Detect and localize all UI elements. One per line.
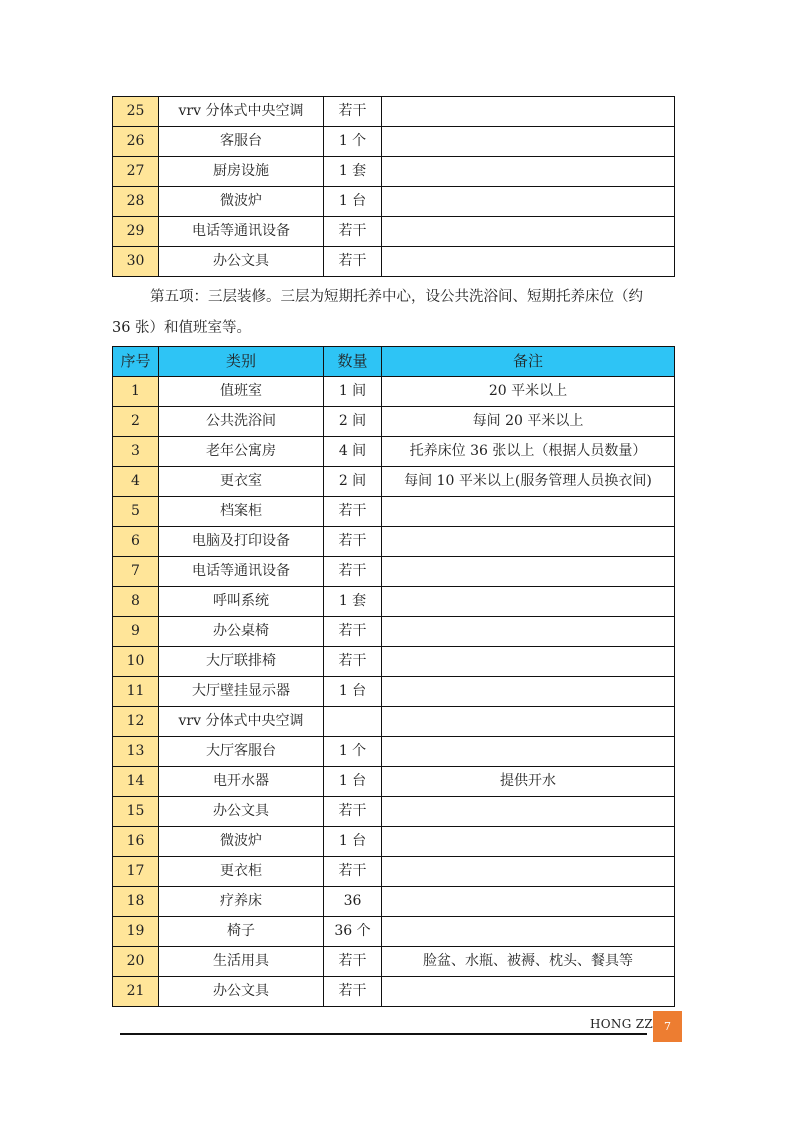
table-row <box>113 497 675 527</box>
row-number: 13 <box>113 737 159 767</box>
row-quantity: 若干 <box>324 497 382 527</box>
table-row <box>113 247 675 277</box>
row-item: 疗养床 <box>159 887 324 917</box>
row-number: 29 <box>113 217 159 247</box>
row-quantity: 1 个 <box>324 127 382 157</box>
row-number: 16 <box>113 827 159 857</box>
table-row <box>113 767 675 797</box>
row-note <box>382 247 675 277</box>
row-quantity: 若干 <box>324 557 382 587</box>
row-item: 厨房设施 <box>159 157 324 187</box>
row-item: 电话等通讯设备 <box>159 217 324 247</box>
row-quantity: 1 台 <box>324 187 382 217</box>
row-quantity: 1 台 <box>324 677 382 707</box>
row-quantity: 2 间 <box>324 467 382 497</box>
row-quantity: 1 间 <box>324 377 382 407</box>
row-item: 椅子 <box>159 917 324 947</box>
row-number: 8 <box>113 587 159 617</box>
row-quantity: 1 台 <box>324 827 382 857</box>
table-row <box>113 617 675 647</box>
table-row <box>113 797 675 827</box>
row-note <box>382 827 675 857</box>
row-note <box>382 97 675 127</box>
table-row <box>113 437 675 467</box>
table-row <box>113 467 675 497</box>
row-item: vrv 分体式中央空调 <box>159 707 324 737</box>
row-number: 11 <box>113 677 159 707</box>
table-row <box>113 977 675 1007</box>
row-note <box>382 857 675 887</box>
row-note: 提供开水 <box>382 767 675 797</box>
row-note: 脸盆、水瓶、被褥、枕头、餐具等 <box>382 947 675 977</box>
header-item: 类别 <box>159 347 324 377</box>
table-row <box>113 407 675 437</box>
row-item: 呼叫系统 <box>159 587 324 617</box>
row-quantity: 若干 <box>324 647 382 677</box>
row-number: 6 <box>113 527 159 557</box>
row-item: 档案柜 <box>159 497 324 527</box>
table-row <box>113 737 675 767</box>
row-number: 7 <box>113 557 159 587</box>
row-note <box>382 127 675 157</box>
row-item: 办公文具 <box>159 977 324 1007</box>
row-item: vrv 分体式中央空调 <box>159 97 324 127</box>
row-number: 9 <box>113 617 159 647</box>
row-number: 26 <box>113 127 159 157</box>
row-quantity <box>324 707 382 737</box>
row-quantity: 1 个 <box>324 737 382 767</box>
row-number: 17 <box>113 857 159 887</box>
row-note <box>382 737 675 767</box>
row-number: 20 <box>113 947 159 977</box>
row-number: 14 <box>113 767 159 797</box>
table-row <box>113 527 675 557</box>
row-note <box>382 887 675 917</box>
table-row <box>113 557 675 587</box>
row-note: 20 平米以上 <box>382 377 675 407</box>
row-item: 生活用具 <box>159 947 324 977</box>
table-row <box>113 187 675 217</box>
row-number: 4 <box>113 467 159 497</box>
row-quantity: 若干 <box>324 947 382 977</box>
row-quantity: 2 间 <box>324 407 382 437</box>
row-item: 电脑及打印设备 <box>159 527 324 557</box>
row-note: 每间 20 平米以上 <box>382 407 675 437</box>
row-quantity: 36 <box>324 887 382 917</box>
table-header-row <box>113 347 675 377</box>
row-quantity: 若干 <box>324 797 382 827</box>
table-row <box>113 217 675 247</box>
equipment-table-continued <box>112 96 675 277</box>
row-quantity: 1 套 <box>324 157 382 187</box>
row-quantity: 4 间 <box>324 437 382 467</box>
row-number: 30 <box>113 247 159 277</box>
row-number: 12 <box>113 707 159 737</box>
row-note <box>382 617 675 647</box>
row-note <box>382 977 675 1007</box>
row-note <box>382 557 675 587</box>
table-row <box>113 647 675 677</box>
row-number: 25 <box>113 97 159 127</box>
row-note <box>382 217 675 247</box>
row-item: 办公文具 <box>159 247 324 277</box>
row-item: 客服台 <box>159 127 324 157</box>
row-number: 10 <box>113 647 159 677</box>
row-quantity: 若干 <box>324 527 382 557</box>
header-note: 备注 <box>382 347 675 377</box>
row-note: 托养床位 36 张以上（根据人员数量） <box>382 437 675 467</box>
row-quantity: 1 套 <box>324 587 382 617</box>
row-item: 值班室 <box>159 377 324 407</box>
row-item: 电话等通讯设备 <box>159 557 324 587</box>
header-no: 序号 <box>113 347 159 377</box>
paragraph-line-1: 第五项：三层装修。三层为短期托养中心，设公共洗浴间、短期托养床位（约 <box>150 289 643 305</box>
row-quantity: 若干 <box>324 617 382 647</box>
row-item: 公共洗浴间 <box>159 407 324 437</box>
table-row <box>113 677 675 707</box>
row-note <box>382 707 675 737</box>
row-number: 15 <box>113 797 159 827</box>
row-number: 28 <box>113 187 159 217</box>
row-item: 大厅壁挂显示器 <box>159 677 324 707</box>
row-number: 2 <box>113 407 159 437</box>
third-floor-equipment-table <box>112 346 675 1007</box>
row-item: 老年公寓房 <box>159 437 324 467</box>
row-item: 微波炉 <box>159 187 324 217</box>
row-item: 办公文具 <box>159 797 324 827</box>
section-paragraph <box>112 282 682 344</box>
row-note <box>382 497 675 527</box>
row-item: 微波炉 <box>159 827 324 857</box>
row-note <box>382 527 675 557</box>
row-item: 更衣室 <box>159 467 324 497</box>
row-note <box>382 647 675 677</box>
row-quantity: 若干 <box>324 217 382 247</box>
row-note <box>382 187 675 217</box>
row-note: 每间 10 平米以上(服务管理人员换衣间) <box>382 467 675 497</box>
header-qty: 数量 <box>324 347 382 377</box>
row-number: 19 <box>113 917 159 947</box>
footer-divider <box>120 1033 647 1035</box>
row-quantity: 1 台 <box>324 767 382 797</box>
footer-author: HONG ZZ <box>590 1017 653 1031</box>
row-number: 1 <box>113 377 159 407</box>
row-quantity: 若干 <box>324 977 382 1007</box>
row-number: 5 <box>113 497 159 527</box>
row-note <box>382 587 675 617</box>
row-item: 更衣柜 <box>159 857 324 887</box>
table-row <box>113 127 675 157</box>
row-note <box>382 917 675 947</box>
row-item: 办公桌椅 <box>159 617 324 647</box>
row-quantity: 36 个 <box>324 917 382 947</box>
table-row <box>113 97 675 127</box>
paragraph-line-2: 36 张）和值班室等。 <box>112 320 252 336</box>
row-item: 电开水器 <box>159 767 324 797</box>
row-note <box>382 157 675 187</box>
table-row <box>113 827 675 857</box>
table-row <box>113 947 675 977</box>
row-note <box>382 797 675 827</box>
row-number: 18 <box>113 887 159 917</box>
table-row <box>113 377 675 407</box>
table-row <box>113 587 675 617</box>
page-number: 7 <box>653 1011 682 1042</box>
table-row <box>113 707 675 737</box>
row-quantity: 若干 <box>324 247 382 277</box>
row-quantity: 若干 <box>324 857 382 887</box>
row-item: 大厅客服台 <box>159 737 324 767</box>
row-number: 27 <box>113 157 159 187</box>
table-row <box>113 887 675 917</box>
table-row <box>113 157 675 187</box>
row-note <box>382 677 675 707</box>
row-quantity: 若干 <box>324 97 382 127</box>
row-item: 大厅联排椅 <box>159 647 324 677</box>
row-number: 21 <box>113 977 159 1007</box>
table-row <box>113 917 675 947</box>
row-number: 3 <box>113 437 159 467</box>
table-row <box>113 857 675 887</box>
